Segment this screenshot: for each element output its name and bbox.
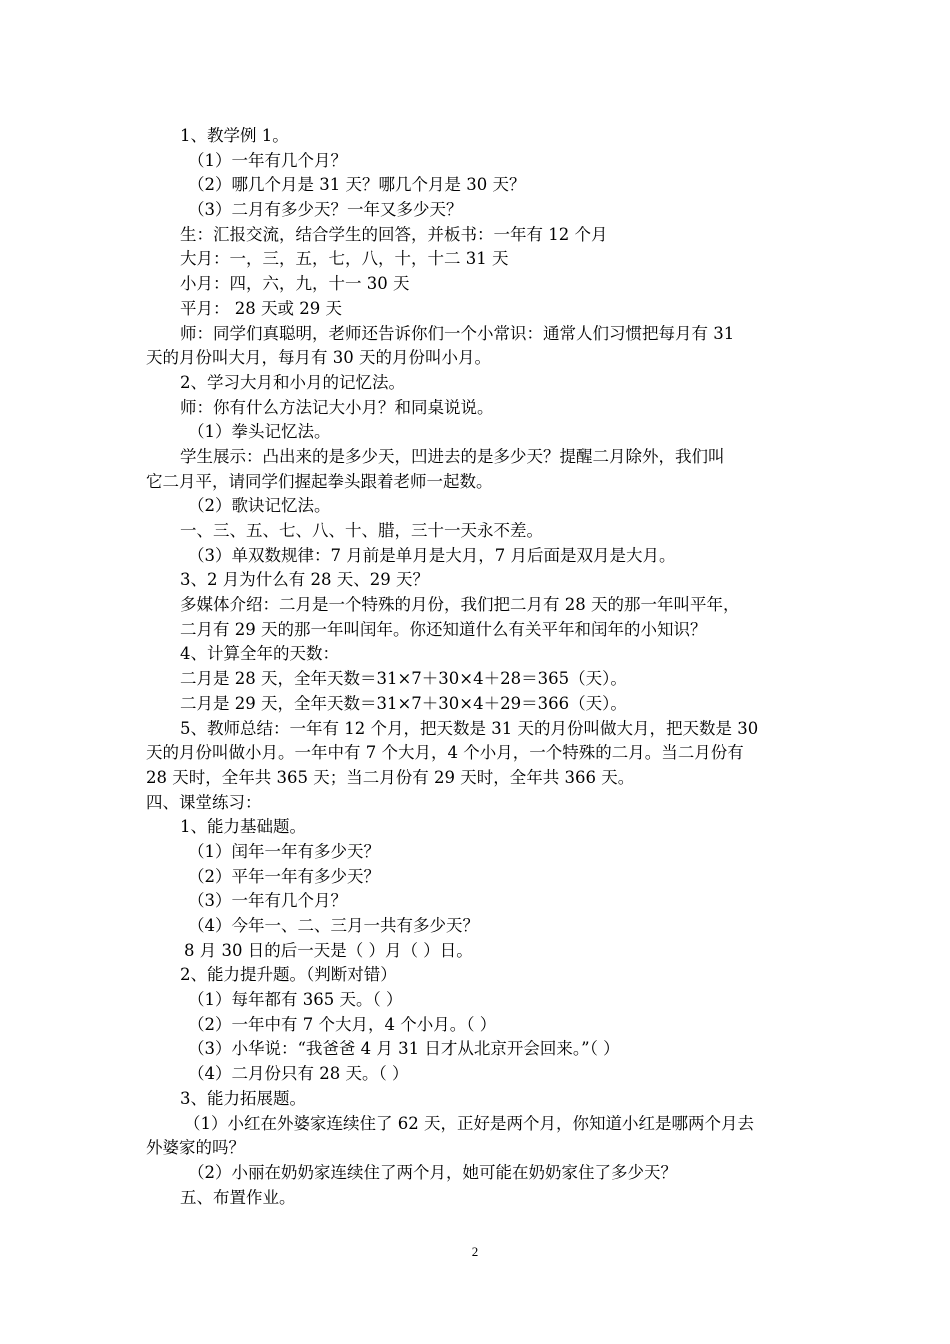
text-line: 二月是 29 天，全年天数＝31×7＋30×4＋29＝366（天）。	[180, 693, 627, 713]
text-line: 3、2 月为什么有 28 天、29 天？	[180, 570, 429, 590]
text-line: 五、布置作业。	[180, 1187, 296, 1207]
text-line: 多媒体介绍：二月是一个特殊的月份，我们把二月有 28 天的那一年叫平年，	[180, 595, 740, 615]
text-line: （2）歌诀记忆法。	[188, 496, 331, 516]
text-line: 3、能力拓展题。	[180, 1088, 306, 1108]
text-line: 天的月份叫大月，每月有 30 天的月份叫小月。	[146, 348, 491, 368]
text-line: （1）每年都有 365 天。（ ）	[188, 990, 403, 1010]
text-line: 大月：一，三，五，七，八，十，十二 31 天	[180, 249, 509, 269]
text-line: （2）小丽在奶奶家连续住了两个月，她可能在奶奶家住了多少天？	[188, 1162, 677, 1182]
text-line: 师：同学们真聪明，老师还告诉你们一个小常识：通常人们习惯把每月有 31	[180, 323, 735, 343]
text-line: （4）二月份只有 28 天。（ ）	[188, 1064, 409, 1084]
text-line: 它二月平，请同学们握起拳头跟着老师一起数。	[146, 471, 493, 491]
text-line: （3）二月有多少天？一年又多少天？	[188, 200, 463, 220]
text-line: 1、能力基础题。	[180, 817, 306, 837]
text-line: 四、课堂练习：	[146, 792, 262, 812]
text-line: （3）单双数规律：7 月前是单月是大月，7 月后面是双月是大月。	[188, 545, 676, 565]
text-line: （2）哪几个月是 31 天？哪几个月是 30 天？	[188, 175, 526, 195]
text-line: （2）一年中有 7 个大月，4 个小月。（ ）	[188, 1014, 497, 1034]
text-line: 学生展示：凸出来的是多少天，凹进去的是多少天？提醒二月除外，我们叫	[180, 446, 725, 466]
text-line: 4、计算全年的天数：	[180, 644, 339, 664]
text-line: （3）一年有几个月？	[188, 891, 347, 911]
text-line: （1）一年有几个月？	[188, 150, 347, 170]
text-line: 生：汇报交流，结合学生的回答，并板书：一年有 12 个月	[180, 224, 608, 244]
text-line: （1）闰年一年有多少天？	[188, 841, 380, 861]
text-line: 小月：四，六，九，十一 30 天	[180, 274, 410, 294]
text-line: 8 月 30 日的后一天是（ ）月（ ）日。	[184, 940, 473, 960]
text-line: 二月有 29 天的那一年叫闰年。你还知道什么有关平年和闰年的小知识？	[180, 619, 707, 639]
text-line: 5、教师总结：一年有 12 个月，把天数是 31 天的月份叫做大月，把天数是 30	[180, 718, 759, 738]
text-line: （3）小华说：“我爸爸 4 月 31 日才从北京开会回来。”（ ）	[188, 1039, 620, 1059]
text-line: 一、三、五、七、八、十、腊，三十一天永不差。	[180, 521, 543, 540]
text-line: （4）今年一、二、三月一共有多少天？	[188, 916, 479, 935]
text-line: 28 天时，全年共 365 天；当二月份有 29 天时，全年共 366 天。	[146, 767, 635, 787]
text-line: 师：你有什么方法记大小月？和同桌说说。	[180, 397, 494, 417]
text-line: 2、能力提升题。（判断对错）	[180, 965, 397, 985]
text-line: 平月： 28 天或 29 天	[180, 298, 342, 318]
text-line: 1、教学例 1。	[180, 126, 289, 145]
text-line: （2）平年一年有多少天？	[188, 866, 380, 886]
text-line: （1）拳头记忆法。	[188, 422, 331, 442]
text-line: 外婆家的吗？	[146, 1138, 245, 1158]
document-body	[0, 124, 950, 1210]
text-line: 天的月份叫做小月。一年中有 7 个大月，4 个小月，一个特殊的二月。当二月份有	[146, 743, 744, 763]
text-line: （1）小红在外婆家连续住了 62 天，正好是两个月，你知道小红是哪两个月去	[184, 1113, 754, 1133]
text-line: 2、学习大月和小月的记忆法。	[180, 372, 405, 392]
page-number: 2	[471, 1244, 479, 1259]
text-line: 二月是 28 天，全年天数＝31×7＋30×4＋28＝365（天）。	[180, 669, 627, 689]
